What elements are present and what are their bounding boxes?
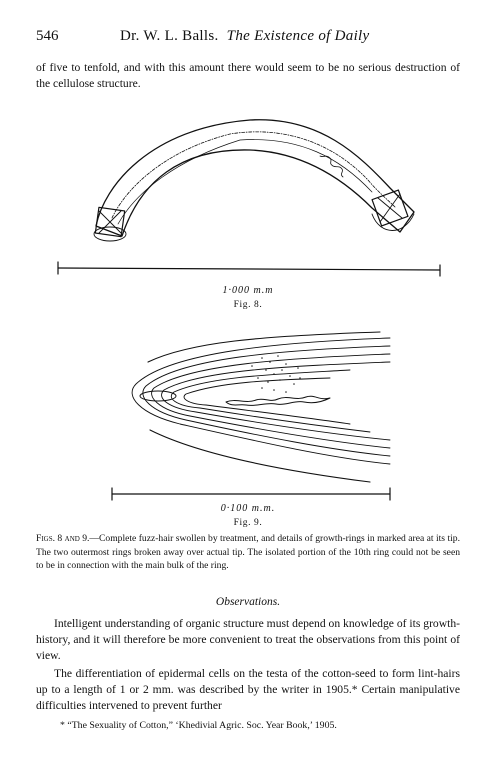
- fig9-scale-label: 0·100 m.m.: [220, 503, 276, 514]
- header-author: Dr. W. L. Balls.: [120, 28, 219, 44]
- section-title: Observations.: [215, 596, 281, 608]
- page-number: 546: [36, 28, 59, 44]
- intro-paragraph: of five to tenfold, and with this amount there would seem to be no serious destruction of the cellulose structure.: [36, 61, 460, 90]
- fig9-ring-1: [132, 338, 390, 464]
- footnote: * “The Sexuality of Cotton,” ‘Khedivial Agric. Soc. Year Book,’ 1905.: [60, 720, 337, 731]
- fig8-right-crystal-diagonals: [378, 194, 402, 222]
- figure-caption: [36, 532, 460, 573]
- figure-8-drawing: [0, 96, 496, 316]
- caption-lead: Figs. 8 and 9.: [36, 533, 90, 544]
- fig8-label: Fig. 8.: [233, 300, 263, 310]
- fig8-scale-label: 1·000 m.m: [222, 285, 274, 296]
- fig8-left-crystal-diagonals: [99, 211, 121, 233]
- fig9-ring-4: [162, 362, 390, 440]
- fig9-label: Fig. 9.: [233, 518, 263, 528]
- body-paragraph-1: Intelligent understanding of organic structure must depend on knowledge of its growth-history, and it will therefore be more convenient to treat the observations from this point of view.: [36, 617, 460, 662]
- figure-9-drawing: [0, 318, 496, 508]
- body-paragraph-2: The differentiation of epidermal cells on the testa of the cotton-seed to form lint-hairs up to a length of 1 or 2 mm. was described by the writer in 1905.* Certain manipulative difficulties intervened to prevent further: [36, 667, 460, 712]
- fig9-isolated-ring: [226, 396, 330, 405]
- running-header: [36, 28, 460, 50]
- fig9-lumen-tip: [140, 391, 176, 401]
- header-article-title: The Existence of Daily: [226, 28, 370, 44]
- fig9-outer-ring-bottom: [150, 430, 370, 482]
- fig8-scale-bar: [58, 268, 440, 270]
- header-title: [120, 28, 369, 45]
- caption-text: —Complete fuzz-hair swollen by treatment, and details of growth-rings in marked area at its tip. The two outermost rings broken away over actual tip. The isolated portion of the 10th ring could not be seen to be in connection with the main bulk of the ring.: [36, 533, 460, 571]
- fig9-ring-6: [184, 378, 350, 424]
